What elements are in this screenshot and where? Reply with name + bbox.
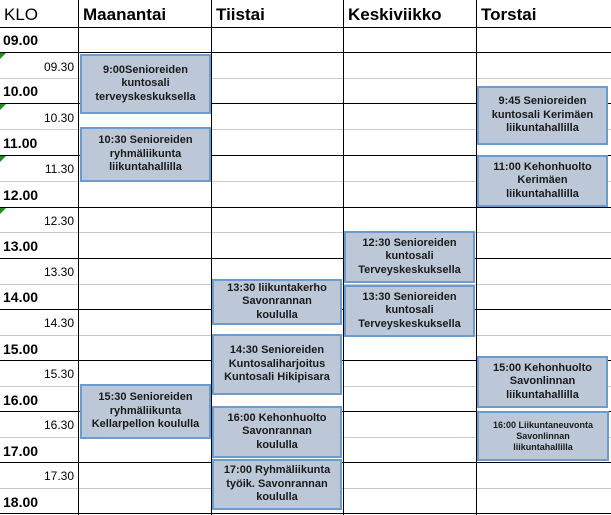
column-header-thursday[interactable]: Torstai bbox=[481, 5, 537, 24]
time-label[interactable]: 09.30 bbox=[43, 60, 74, 74]
column-header-klo[interactable]: KLO bbox=[4, 5, 39, 24]
event-thursday-1100[interactable]: 11:00 Kehonhuolto Kerimäen liikuntahallilla bbox=[477, 155, 608, 207]
grid-line bbox=[0, 207, 611, 208]
comment-indicator-icon[interactable] bbox=[0, 156, 6, 162]
grid-line bbox=[0, 258, 611, 259]
time-label[interactable]: 16.00 bbox=[3, 392, 39, 408]
grid-line bbox=[0, 27, 611, 28]
time-label[interactable]: 12.30 bbox=[43, 214, 74, 228]
time-label[interactable]: 17.30 bbox=[43, 469, 74, 483]
column-header-monday[interactable]: Maanantai bbox=[83, 5, 167, 24]
time-label[interactable]: 15.00 bbox=[3, 341, 39, 357]
time-label[interactable]: 10.00 bbox=[3, 83, 39, 99]
grid-line bbox=[0, 232, 611, 233]
time-label[interactable]: 13.00 bbox=[3, 238, 39, 254]
column-header-wednesday[interactable]: Keskiviikko bbox=[348, 5, 442, 24]
event-thursday-1600[interactable]: 16:00 Liikuntaneuvonta Savonlinnan liikuntahallilla bbox=[477, 411, 609, 461]
grid-line bbox=[0, 52, 611, 53]
event-wednesday-1230[interactable]: 12:30 Senioreiden kuntosali Terveyskeskuksella bbox=[344, 231, 475, 283]
comment-indicator-icon[interactable] bbox=[0, 208, 6, 214]
time-label[interactable]: 15.30 bbox=[43, 367, 74, 381]
event-tuesday-1330[interactable]: 13:30 liikuntakerho Savonrannan koululla bbox=[212, 279, 342, 325]
comment-indicator-icon[interactable] bbox=[0, 104, 6, 110]
time-label[interactable]: 09.00 bbox=[3, 32, 39, 48]
time-label[interactable]: 12.00 bbox=[3, 187, 39, 203]
event-monday-1530[interactable]: 15:30 Senioreiden ryhmäliikunta Kellarpellon koululla bbox=[80, 384, 211, 439]
time-label[interactable]: 18.00 bbox=[3, 494, 39, 510]
event-tuesday-1700[interactable]: 17:00 Ryhmäliikunta työik. Savonrannan koululla bbox=[212, 459, 342, 510]
time-label[interactable]: 14.00 bbox=[3, 289, 39, 305]
event-monday-0900[interactable]: 9:00Senioreiden kuntosali terveyskeskuksella bbox=[80, 54, 211, 114]
grid-line bbox=[78, 0, 79, 515]
column-header-tuesday[interactable]: Tiistai bbox=[216, 5, 265, 24]
event-tuesday-1600[interactable]: 16:00 Kehonhuolto Savonrannan koululla bbox=[212, 406, 342, 458]
event-wednesday-1330[interactable]: 13:30 Senioreiden kuntosali Terveyskeskuksella bbox=[344, 285, 475, 337]
event-thursday-1500[interactable]: 15:00 Kehonhuolto Savonlinnan liikuntahallilla bbox=[477, 356, 608, 408]
event-tuesday-1430[interactable]: 14:30 Senioreiden Kuntosaliharjoitus Kuntosali Hikipisara bbox=[212, 334, 342, 395]
comment-indicator-icon[interactable] bbox=[0, 53, 6, 59]
time-label[interactable]: 11.30 bbox=[44, 162, 74, 176]
time-label[interactable]: 10.30 bbox=[43, 111, 74, 125]
event-thursday-0945[interactable]: 9:45 Senioreiden kuntosali Kerimäen liikuntahallilla bbox=[477, 86, 608, 145]
time-label[interactable]: 17.00 bbox=[3, 443, 39, 459]
grid-line bbox=[0, 513, 611, 514]
time-label[interactable]: 16.30 bbox=[43, 418, 74, 432]
event-monday-1030[interactable]: 10:30 Senioreiden ryhmäliikunta liikuntahallilla bbox=[80, 127, 211, 182]
time-label[interactable]: 13.30 bbox=[43, 265, 74, 279]
time-label[interactable]: 11.00 bbox=[3, 135, 38, 151]
time-label[interactable]: 14.30 bbox=[43, 316, 74, 330]
